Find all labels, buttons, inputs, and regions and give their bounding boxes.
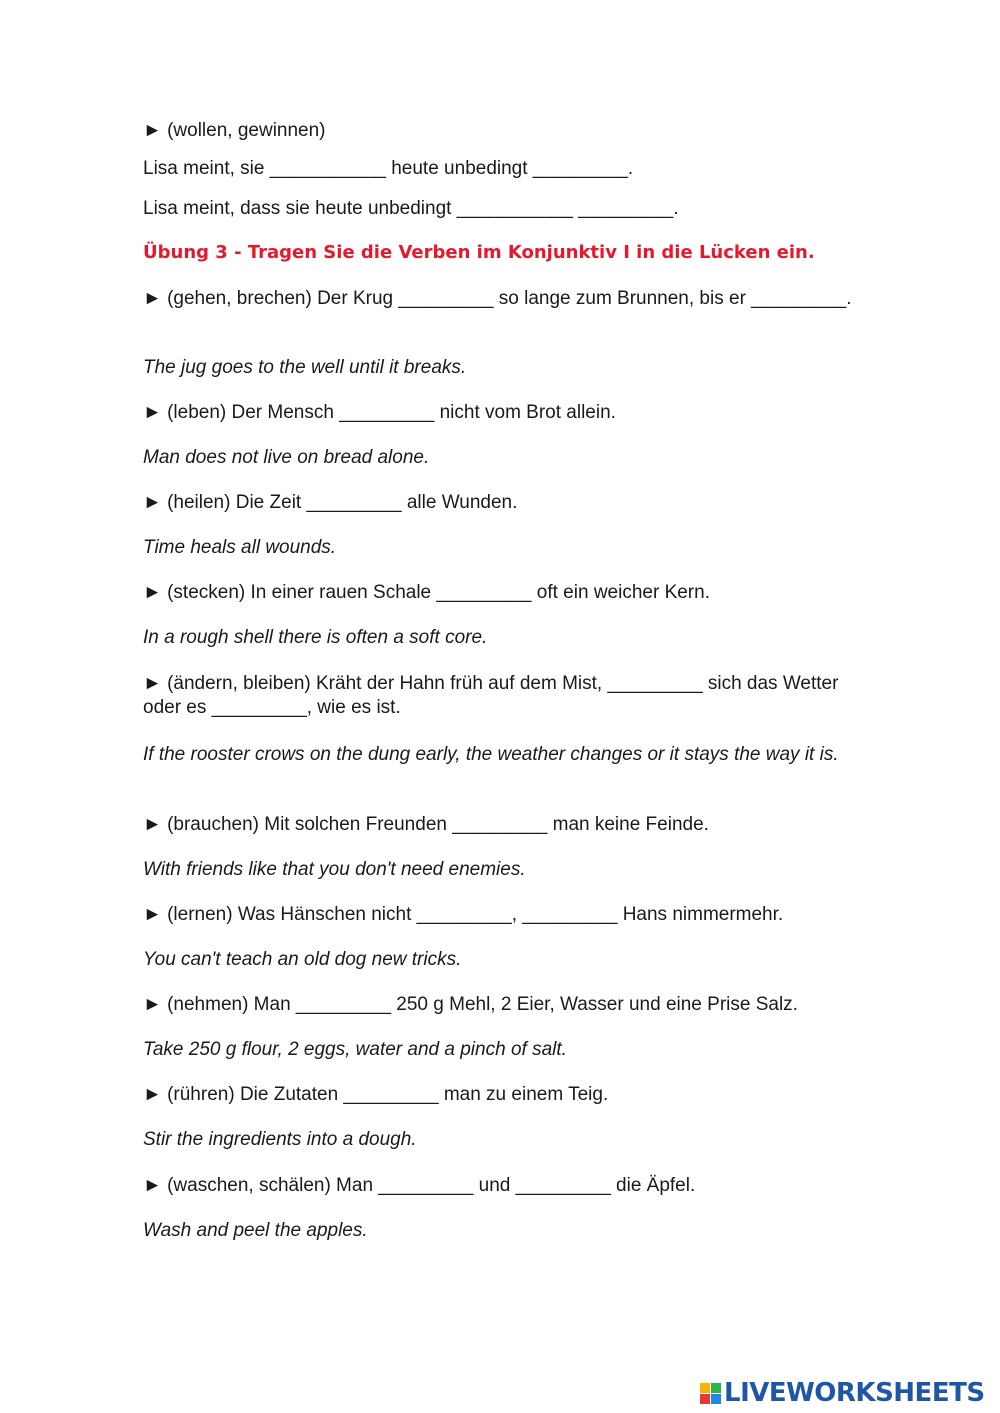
exercise-prompt: ► (heilen) Die Zeit _________ alle Wunden. [143,492,518,513]
exercise-heading: Übung 3 - Tragen Sie die Verben im Konjunktiv I in die Lücken ein. [143,242,815,263]
exercise-sentence: Lisa meint, dass sie heute unbedingt ___________ _________. [143,198,679,219]
exercise-prompt: ► (gehen, brechen) Der Krug _________ so lange zum Brunnen, bis er _________. [143,288,852,309]
exercise-prompt: ► (rühren) Die Zutaten _________ man zu einem Teig. [143,1084,609,1105]
translation: If the rooster crows on the dung early, the weather changes or it stays the way it is. [143,744,839,765]
liveworksheets-logo [700,1378,985,1408]
translation: Time heals all wounds. [143,537,337,558]
liveworksheets-logo-icon [700,1383,721,1404]
translation: Wash and peel the apples. [143,1220,368,1241]
exercise-prompt: ► (lernen) Was Hänschen nicht _________, _________ Hans nimmermehr. [143,904,784,925]
liveworksheets-wordmark: LIVEWORKSHEETS [724,1378,985,1408]
translation: You can't teach an old dog new tricks. [143,949,462,970]
translation: Stir the ingredients into a dough. [143,1129,417,1150]
translation: The jug goes to the well until it breaks. [143,357,467,378]
translation: Take 250 g flour, 2 eggs, water and a pinch of salt. [143,1039,567,1060]
translation: Man does not live on bread alone. [143,447,430,468]
exercise-prompt: ► (stecken) In einer rauen Schale _________ oft ein weicher Kern. [143,582,710,603]
exercise-prompt: ► (brauchen) Mit solchen Freunden _________ man keine Feinde. [143,814,709,835]
exercise-prompt: ► (waschen, schälen) Man _________ und _________ die Äpfel. [143,1175,696,1196]
translation: In a rough shell there is often a soft core. [143,627,488,648]
exercise-prompt: ► (ändern, bleiben) Kräht der Hahn früh auf dem Mist, _________ sich das Wetter oder es _________, wie es ist. [143,673,839,718]
exercise-prompt: ► (nehmen) Man _________ 250 g Mehl, 2 Eier, Wasser und eine Prise Salz. [143,994,798,1015]
exercise-prompt: ► (leben) Der Mensch _________ nicht vom Brot allein. [143,402,616,423]
translation: With friends like that you don't need enemies. [143,859,526,880]
exercise-prompt: ► (wollen, gewinnen) [143,120,326,141]
exercise-sentence: Lisa meint, sie ___________ heute unbedingt _________. [143,158,634,179]
